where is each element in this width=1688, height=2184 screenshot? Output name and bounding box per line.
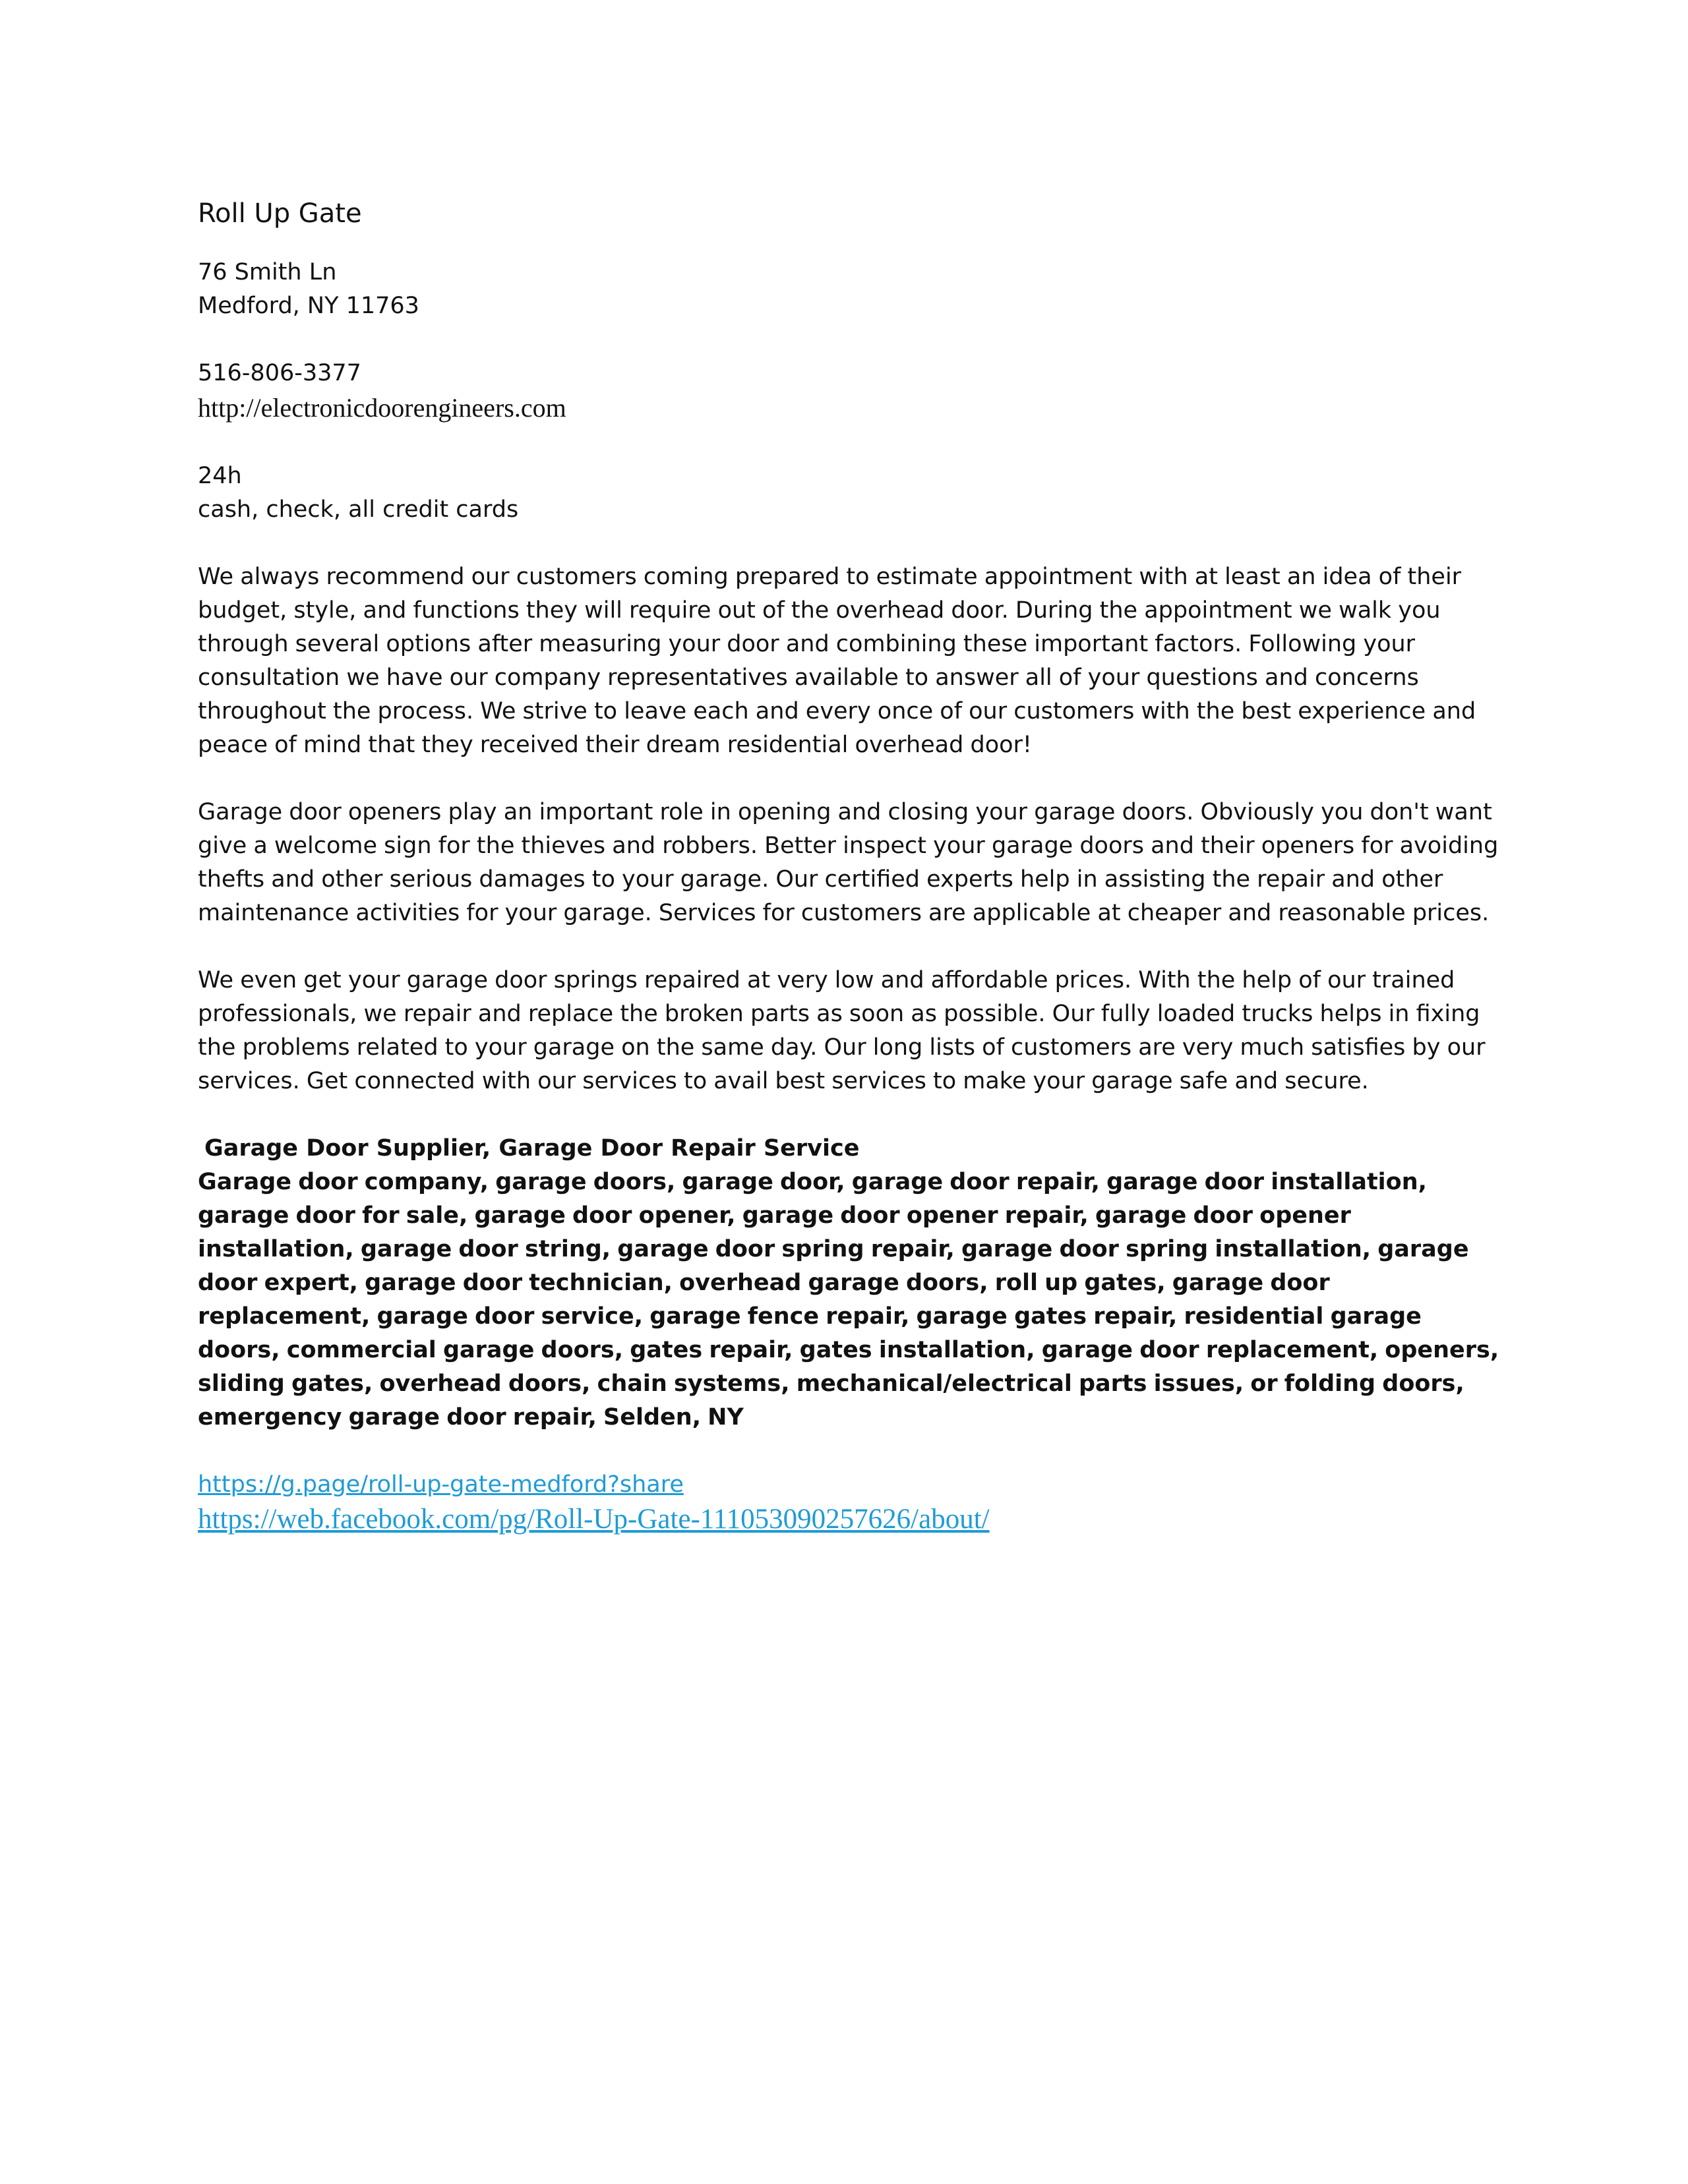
- spacer: [198, 527, 1503, 560]
- spacer: [198, 426, 1503, 459]
- spacer: [198, 930, 1503, 964]
- document-body: [198, 195, 1503, 1537]
- google-page-link[interactable]: https://g.page/roll-up-gate-medford?share: [198, 1471, 684, 1498]
- business-name: Roll Up Gate: [198, 198, 362, 229]
- business-categories: Garage Door Supplier, Garage Door Repair Service: [204, 1135, 860, 1162]
- business-hours: 24h: [198, 463, 242, 489]
- paragraph-openers: Garage door openers play an important role in opening and closing your garage doors. Obviously you don't want give a welcome sign for the thieves and robbers. Better inspect your garage doors and their openers for avoiding thefts and other serious damages to your garage. Our certified experts help in assisting the repair and other maintenance activities for your garage. Services for customers are applicable at cheaper and reasonable prices.: [198, 799, 1499, 926]
- address-line-2: Medford, NY 11763: [198, 293, 419, 319]
- payment-methods: cash, check, all credit cards: [198, 496, 519, 523]
- spacer: [198, 1434, 1503, 1468]
- facebook-page-link[interactable]: https://web.facebook.com/pg/Roll-Up-Gate-111053090257626/about/: [198, 1504, 990, 1535]
- spacer: [198, 762, 1503, 796]
- paragraph-springs: We even get your garage door springs repaired at very low and affordable prices. With the help of our trained professionals, we repair and replace the broken parts as soon as possible. Our fully loaded trucks helps in fixing the problems related to your garage on the same day. Our long lists of customers are very much satisfies by our services. Get connected with our services to avail best services to make your garage safe and secure.: [198, 967, 1486, 1094]
- keyword-list: Garage door company, garage doors, garage door, garage door repair, garage door installation, garage door for sale, garage door opener, garage door opener repair, garage door opener installation, garage door string, garage door spring repair, garage door spring installation, garage door expert, garage door technician, overhead garage doors, roll up gates, garage door replacement, garage door service, garage fence repair, garage gates repair, residential garage doors, commercial garage doors, gates repair, gates installation, garage door replacement, openers, sliding gates, overhead doors, chain systems, mechanical/electrical parts issues, or folding doors, emergency garage door repair, Selden, NY: [198, 1169, 1499, 1431]
- paragraph-appointment: We always recommend our customers coming prepared to estimate appointment with at least an idea of their budget, style, and functions they will require out of the overhead door. During the appointment we walk you through several options after measuring your door and combining these important factors. Following your consultation we have our company representatives available to answer all of your questions and concerns throughout the process. We strive to leave each and every once of our customers with the best experience and peace of mind that they received their dream residential overhead door!: [198, 564, 1476, 758]
- phone-number: 516-806-3377: [198, 360, 361, 386]
- website-url: http://electronicdoorengineers.com: [198, 393, 566, 423]
- spacer: [198, 323, 1503, 357]
- address-line-1: 76 Smith Ln: [198, 259, 337, 285]
- spacer: [198, 1098, 1503, 1132]
